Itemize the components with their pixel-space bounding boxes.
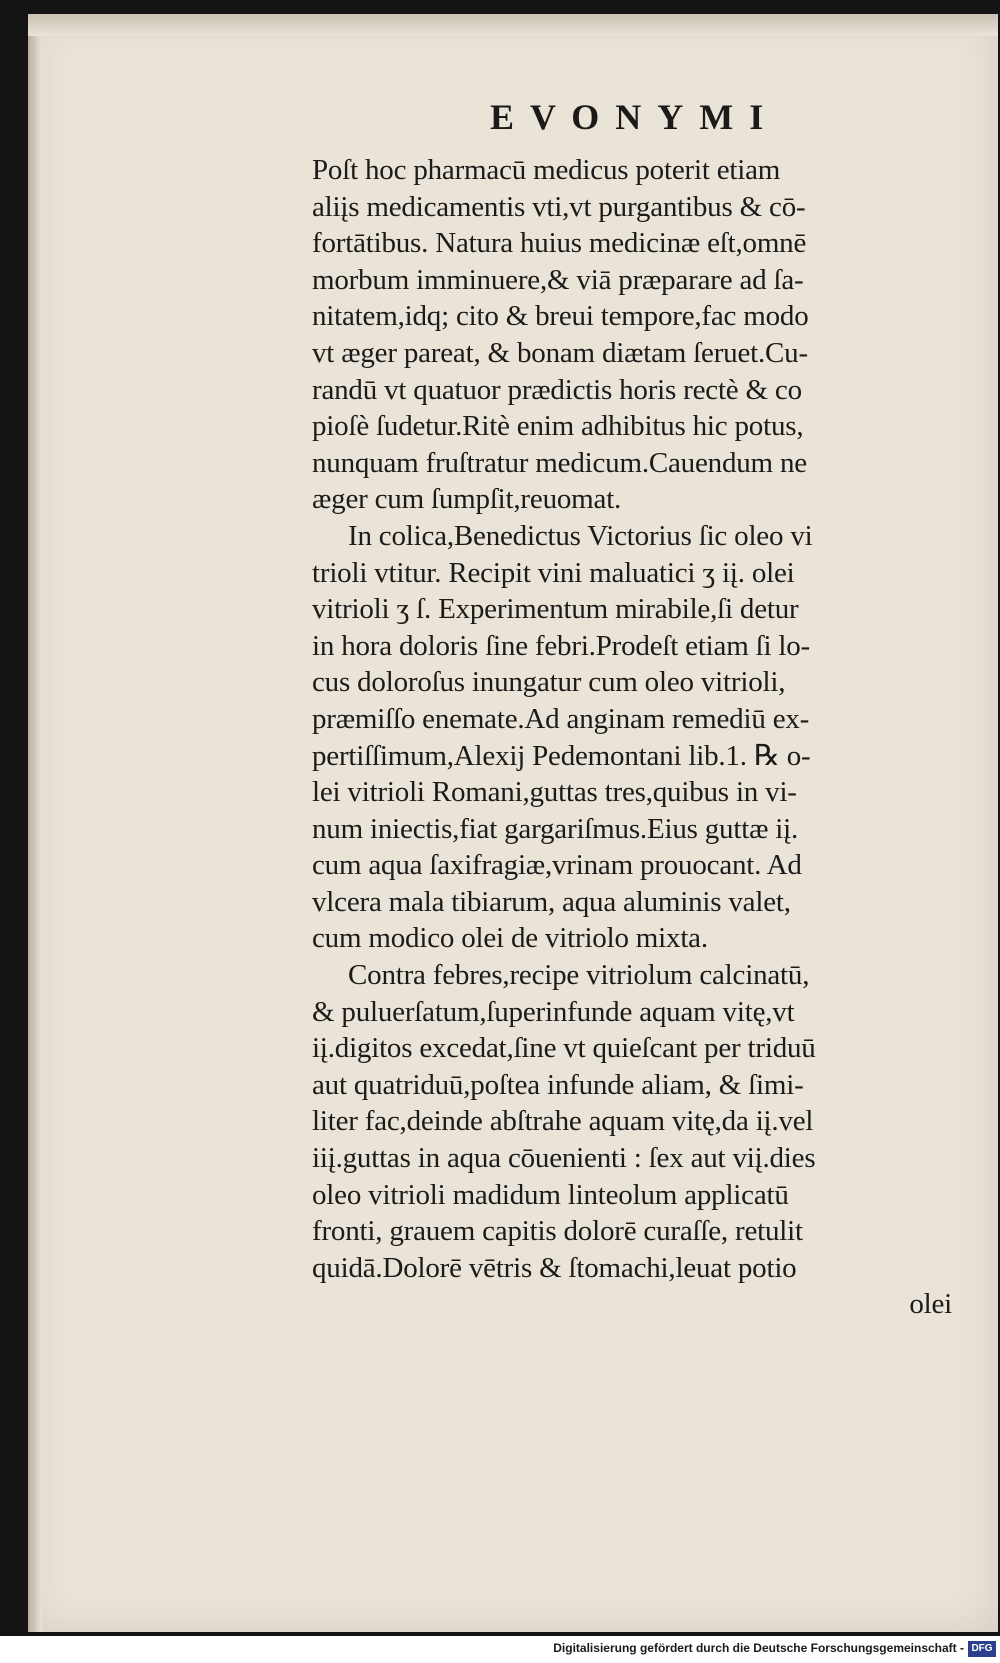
text-line: trioli vtitur. Recipit vini maluatici ʒ iį. olei: [312, 556, 795, 589]
text-line: nunquam fruſtratur medicum.Cauendum ne: [312, 446, 807, 479]
text-line: præmiſſo enemate.Ad anginam remediū ex-: [312, 702, 810, 735]
text-line: fronti, grauem capitis dolorē curaſſe, retulit: [312, 1215, 803, 1248]
text-line: num iniectis,fiat gargariſmus.Eius guttæ iį.: [312, 812, 799, 845]
text-line: morbum imminuere,& viā præparare ad ſa-: [312, 263, 804, 296]
text-line: in hora doloris ſine febri.Prodeſt etiam ſi lo-: [312, 629, 810, 662]
text-line: æger cum ſumpſit,reuomat.: [312, 483, 622, 516]
text-line: & puluerſatum,ſuperinfunde aquam vitę,vt: [312, 995, 795, 1028]
paragraph-start-line: In colica,Benedictus Victorius ſic oleo vi: [348, 519, 813, 552]
text-line: randū vt quatuor prædictis horis rectè & co: [312, 373, 802, 406]
text-line: fortātibus. Natura huius medicinæ eſt,omnē: [312, 227, 807, 260]
text-line: cum modico olei de vitriolo mixta.: [312, 922, 708, 955]
text-line: aliįs medicamentis vti,vt purgantibus & cō-: [312, 190, 806, 223]
text-line: iiį.guttas in aqua cōuenienti : ſex aut viį.dies: [312, 1142, 816, 1175]
text-line: pioſè ſudetur.Ritè enim adhibitus hic potus,: [312, 410, 804, 443]
text-line: Poſt hoc pharmacū medicus poterit etiam: [312, 154, 781, 186]
paragraph-start-line: Contra febres,recipe vitriolum calcinatū,: [348, 959, 810, 992]
digitization-credit: Digitalisierung gefördert durch die Deutsche Forschungsgemeinschaft -: [553, 1641, 964, 1655]
body-text: [312, 152, 992, 1323]
text-line: vt æger pareat, & bonam diætam ſeruet.Cu-: [312, 336, 808, 369]
text-line: iį.digitos excedat,ſine vt quieſcant per triduū: [312, 1032, 816, 1065]
page-gutter-edge: [28, 14, 42, 1632]
text-line: cum aqua ſaxifragiæ,vrinam prouocant. Ad: [312, 849, 802, 882]
running-head: EVONYMI: [490, 97, 780, 137]
text-line: cus doloroſus inungatur cum oleo vitrioli,: [312, 666, 786, 699]
text-line: aut quatriduū,poſtea infunde aliam, & ſimi-: [312, 1068, 804, 1101]
dfg-logo-icon[interactable]: DFG: [968, 1641, 996, 1657]
text-line: nitatem,idq; cito & breui tempore,fac modo: [312, 300, 809, 333]
catchword: olei: [909, 1288, 952, 1321]
text-line: lei vitrioli Romani,guttas tres,quibus in vi-: [312, 776, 797, 809]
text-line: pertiſſimum,Alexij Pedemontani lib.1. ℞ o-: [312, 739, 811, 772]
text-line: vlcera mala tibiarum, aqua aluminis valet,: [312, 885, 791, 918]
text-line: quidā.Dolorē vētris & ſtomachi,leuat potio: [312, 1251, 797, 1284]
page-top-edge: [28, 14, 998, 36]
text-line: oleo vitrioli madidum linteolum applicatū: [312, 1178, 789, 1211]
text-line: liter fac,deinde abſtrahe aquam vitę,da iį.vel: [312, 1105, 814, 1138]
text-line: vitrioli ʒ ſ. Experimentum mirabile,ſi detur: [312, 593, 799, 626]
